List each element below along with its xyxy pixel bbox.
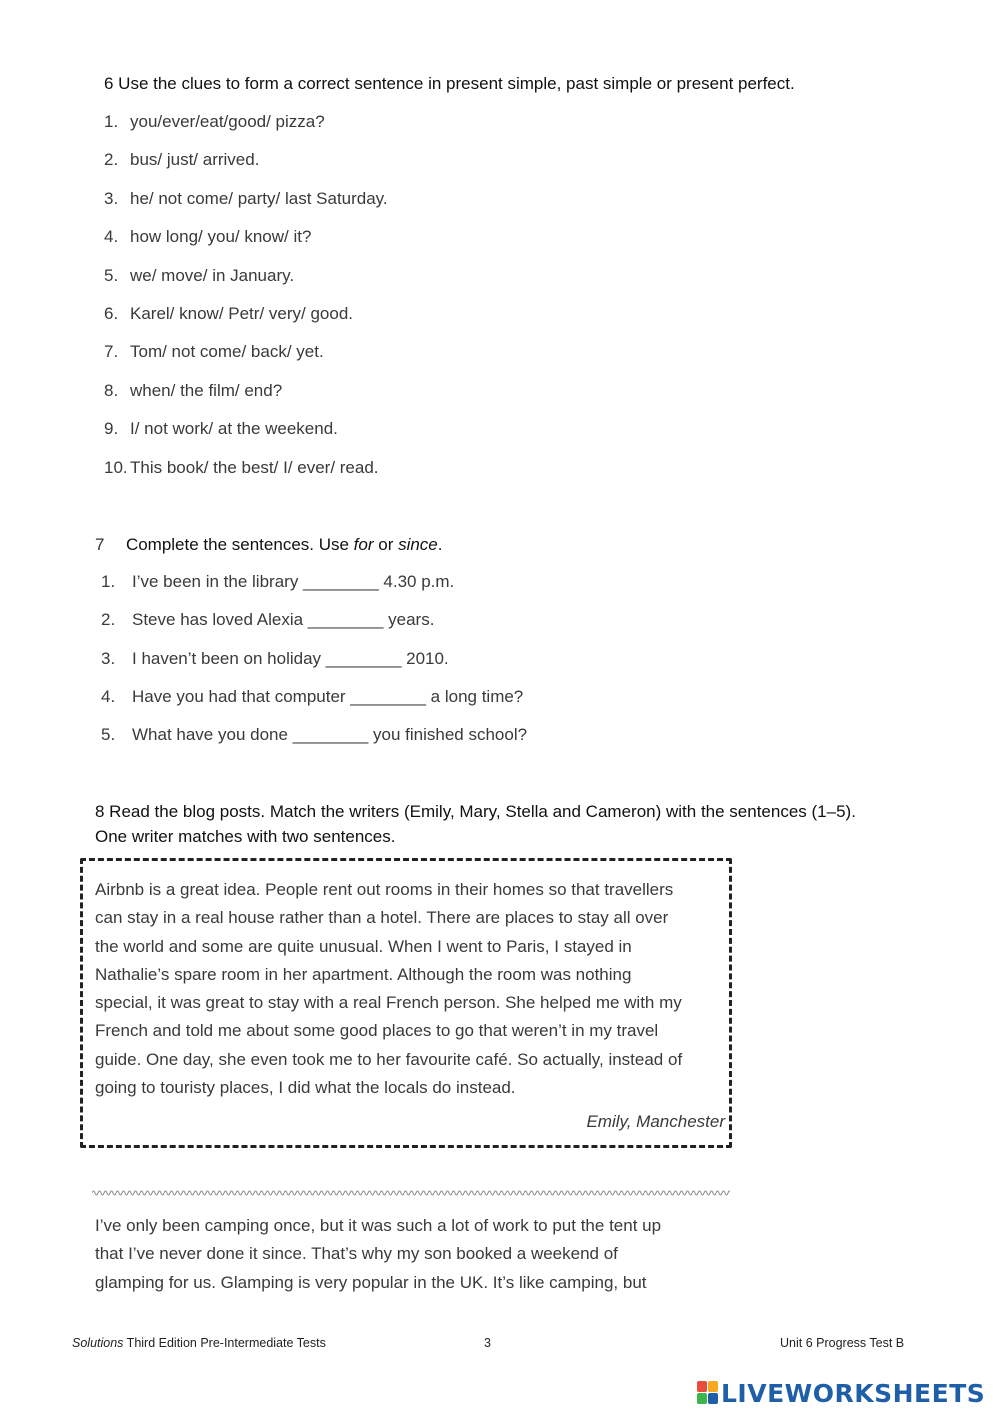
- liveworksheets-wordmark: LIVEWORKSHEETS: [721, 1378, 986, 1408]
- section-7-word-since: since: [398, 535, 438, 554]
- list-item: [104, 189, 388, 227]
- footer-series-rest: Third Edition Pre-Intermediate Tests: [123, 1336, 326, 1350]
- section-7-heading-suffix: .: [437, 535, 443, 554]
- list-item-text: you/ever/eat/good/ pizza?: [130, 112, 325, 131]
- list-item-number: 3.: [101, 648, 116, 668]
- section-6-heading: 6 Use the clues to form a correct sentence in present simple, past simple or present perfect.: [104, 74, 795, 93]
- list-item-text: bus/ just/ arrived.: [130, 150, 260, 170]
- wavy-divider: [92, 1188, 730, 1198]
- list-item: [104, 150, 388, 188]
- list-item-number: 9.: [104, 419, 119, 439]
- list-item-number: 5.: [104, 265, 119, 285]
- section-8-heading-line1: 8 Read the blog posts. Match the writers (Emily, Mary, Stella and Cameron) with the sentences (1–5).: [95, 802, 856, 821]
- list-item: [104, 381, 388, 419]
- list-item: [101, 572, 527, 610]
- blog-line: the world and some are quite unusual. When I went to Paris, I stayed in: [95, 936, 632, 956]
- section-6-list: [104, 112, 388, 496]
- list-item-number: 6.: [104, 303, 119, 323]
- section-7-word-for: for: [353, 535, 374, 554]
- list-item: [104, 304, 388, 342]
- list-item: [101, 687, 527, 725]
- list-item: [104, 227, 388, 265]
- blog-line: can stay in a real house rather than a hotel. There are places to stay all over: [95, 908, 669, 928]
- list-item-number: 7.: [104, 342, 119, 362]
- list-item-number: 1.: [101, 572, 116, 591]
- list-item-number: 10.: [104, 457, 128, 477]
- blog-line: Airbnb is a great idea. People rent out rooms in their homes so that travellers: [95, 880, 674, 899]
- section-7-heading-prefix: Complete the sentences. Use: [125, 535, 354, 554]
- section-8-heading-line2: One writer matches with two sentences.: [95, 827, 396, 846]
- list-item-number: 2.: [101, 610, 116, 630]
- blog-signature: Emily, Manchester: [586, 1112, 725, 1131]
- blog-line: going to touristy places, I did what the locals do instead.: [95, 1078, 516, 1098]
- list-item: [101, 725, 527, 763]
- list-item-text: I/ not work/ at the weekend.: [130, 419, 338, 439]
- list-item-text: I haven’t been on holiday ________ 2010.: [132, 648, 449, 668]
- list-item: [104, 112, 388, 150]
- list-item: [101, 649, 527, 687]
- list-item-text: Have you had that computer ________ a long time?: [132, 686, 524, 706]
- footer-series: Solutions: [72, 1336, 124, 1350]
- section-7-heading: [95, 535, 443, 555]
- list-item: [101, 610, 527, 648]
- list-item-text: What have you done ________ you finished school?: [132, 725, 528, 745]
- section-7-word-or: or: [373, 535, 399, 554]
- list-item: [104, 342, 388, 380]
- list-item-text: we/ move/ in January.: [130, 265, 295, 285]
- blog-line: glamping for us. Glamping is very popular in the UK. It’s like camping, but: [95, 1272, 647, 1292]
- list-item-text: This book/ the best/ I/ ever/ read.: [130, 457, 379, 477]
- blog-line: that I’ve never done it since. That’s why my son booked a weekend of: [95, 1244, 618, 1264]
- blog-line: special, it was great to stay with a real French person. She helped me with my: [95, 993, 682, 1013]
- liveworksheets-logo-icon: [697, 1381, 719, 1405]
- list-item: [104, 266, 388, 304]
- list-item: [104, 458, 388, 496]
- blog-line: I’ve only been camping once, but it was such a lot of work to put the tent up: [95, 1216, 662, 1235]
- list-item-number: 4.: [104, 227, 119, 247]
- list-item-text: how long/ you/ know/ it?: [130, 227, 312, 247]
- list-item-number: 1.: [104, 112, 119, 131]
- footer-right: Unit 6 Progress Test B: [780, 1336, 905, 1350]
- list-item-text: Tom/ not come/ back/ yet.: [130, 342, 324, 362]
- list-item-text: I’ve been in the library ________ 4.30 p.m.: [132, 572, 455, 591]
- list-item-text: Steve has loved Alexia ________ years.: [132, 610, 435, 630]
- blog-line: guide. One day, she even took me to her favourite café. So actually, instead of: [95, 1049, 683, 1069]
- list-item-number: 2.: [104, 150, 119, 170]
- footer-left: [72, 1336, 326, 1350]
- section-7-list: [101, 572, 527, 763]
- list-item-number: 4.: [101, 686, 116, 706]
- list-item-text: when/ the film/ end?: [130, 380, 283, 400]
- list-item-text: he/ not come/ party/ last Saturday.: [130, 188, 388, 208]
- section-7-number: 7: [95, 535, 105, 554]
- blog-post-second: [95, 1212, 735, 1297]
- footer-page-number: 3: [484, 1336, 491, 1350]
- list-item-number: 8.: [104, 380, 119, 400]
- blog-line: French and told me about some good places to go that weren’t in my travel: [95, 1021, 659, 1041]
- blog-post-emily: [95, 876, 735, 1102]
- list-item: [104, 419, 388, 457]
- blog-line: Nathalie’s spare room in her apartment. Although the room was nothing: [95, 964, 632, 984]
- liveworksheets-logo: [697, 1378, 985, 1408]
- list-item-number: 3.: [104, 188, 119, 208]
- list-item-text: Karel/ know/ Petr/ very/ good.: [130, 303, 353, 323]
- list-item-number: 5.: [101, 725, 116, 745]
